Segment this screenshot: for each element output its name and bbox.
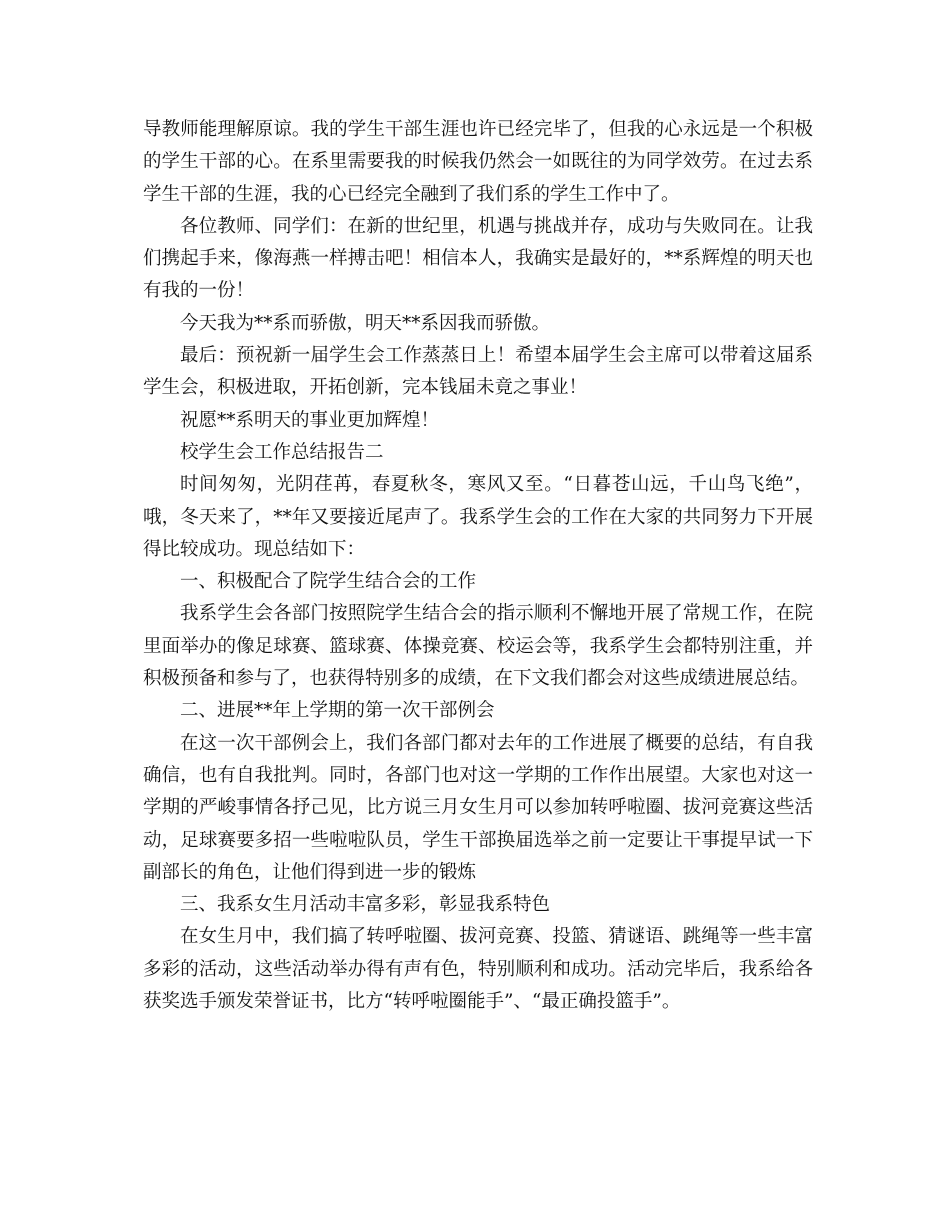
heading-1: 一、积极配合了院学生结合会的工作 <box>180 571 477 593</box>
paragraph-1: 导教师能理解原谅。我的学生干部生涯也许已经完毕了，但我的心永远是一个积极的学生干部的心。在系里需要我的时候我仍然会一如既往的为同学效劳。在过去系学生干部的生涯，我的心已经完全融到了我们系的学生工作中了。 <box>143 119 813 205</box>
paragraph-9: 我系学生会各部门按照院学生结合会的指示顺利不懈地开展了常规工作，在院里面举办的像足球赛、篮球赛、体操竞赛、校运会等，我系学生会都特别注重，并积极预备和参与了，也获得特别多的成绩，在下文我们都会对这些成绩进展总结。 <box>143 603 813 690</box>
heading-2: 二、进展**年上学期的第一次干部例会 <box>180 700 495 722</box>
document-body <box>143 114 813 1018</box>
section-title: 校学生会工作总结报告二 <box>180 441 384 463</box>
paragraph-7: 时间匆匆，光阴荏苒，春夏秋冬，寒风又至。“日暮苍山远，千山鸟飞绝”，哦，冬天来了，**年又要接近尾声了。我系学生会的工作在大家的共同努力下开展得比较成功。现总结如下： <box>143 474 813 560</box>
paragraph-2: 各位教师、同学们：在新的世纪里，机遇与挑战并存，成功与失败同在。让我们携起手来，像海燕一样搏击吧！相信本人，我确实是最好的，**系辉煌的明天也有我的一份！ <box>143 215 813 302</box>
paragraph-3: 今天我为**系而骄傲，明天**系因我而骄傲。 <box>180 312 551 334</box>
paragraph-13: 在女生月中，我们搞了转呼啦圈、拔河竞赛、投篮、猜谜语、跳绳等一些丰富多彩的活动，这些活动举办得有声有色，特别顺利和成功。活动完毕后，我系给各获奖选手颁发荣誉证书，比方“转呼啦圈能手”、“最正确投篮手”。 <box>143 926 813 1013</box>
paragraph-5: 祝愿**系明天的事业更加辉煌！ <box>180 409 440 431</box>
paragraph-4: 最后：预祝新一届学生会工作蒸蒸日上！希望本届学生会主席可以带着这届系学生会，积极进取，开拓创新，完本钱届未竟之事业！ <box>143 345 813 399</box>
paragraph-11: 在这一次干部例会上，我们各部门都对去年的工作进展了概要的总结，有自我确信，也有自我批判。同时，各部门也对这一学期的工作作出展望。大家也对这一学期的严峻事情各抒己见，比方说三月女生月可以参加转呼啦圈、拔河竞赛这些活动，足球赛要多招一些啦啦队员，学生干部换届选举之前一定要让干事提早试一下副部长的角色，让他们得到进一步的锻炼 <box>143 732 813 883</box>
heading-3: 三、我系女生月活动丰富多彩，彰显我系特色 <box>180 894 551 916</box>
